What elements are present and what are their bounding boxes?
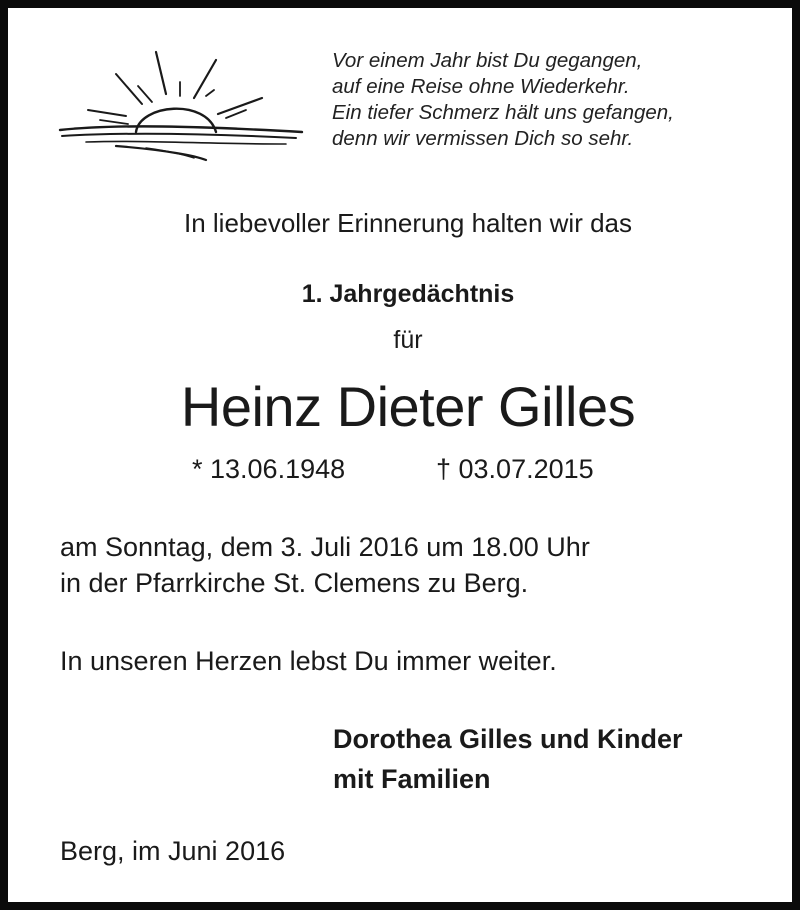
signer-line: mit Familien bbox=[333, 764, 491, 794]
deceased-name: Heinz Dieter Gilles bbox=[180, 375, 636, 438]
service-details bbox=[60, 529, 590, 601]
signers bbox=[333, 719, 683, 799]
signer-line: Dorothea Gilles und Kinder bbox=[333, 724, 683, 754]
service-line: am Sonntag, dem 3. Juli 2016 um 18.00 Uhr bbox=[60, 532, 590, 562]
birth-date: * 13.06.1948 bbox=[192, 454, 346, 484]
occasion-heading: 1. Jahrgedächtnis bbox=[301, 280, 515, 308]
poem-line: auf eine Reise ohne Wiederkehr. bbox=[332, 75, 630, 98]
poem-line: Ein tiefer Schmerz hält uns gefangen, bbox=[332, 101, 674, 124]
poem-line: Vor einem Jahr bist Du gegangen, bbox=[332, 49, 643, 72]
poem-line: denn wir vermissen Dich so sehr. bbox=[332, 127, 634, 150]
place-date: Berg, im Juni 2016 bbox=[60, 836, 286, 866]
service-line: in der Pfarrkirche St. Clemens zu Berg. bbox=[60, 568, 529, 598]
closing-line: In unseren Herzen lebst Du immer weiter. bbox=[60, 646, 557, 676]
intro-text: In liebevoller Erinnerung halten wir das bbox=[183, 208, 633, 238]
death-date: † 03.07.2015 bbox=[436, 454, 594, 484]
memorial-poem bbox=[332, 48, 674, 152]
sunset-icon bbox=[56, 46, 306, 166]
for-text: für bbox=[393, 326, 423, 354]
